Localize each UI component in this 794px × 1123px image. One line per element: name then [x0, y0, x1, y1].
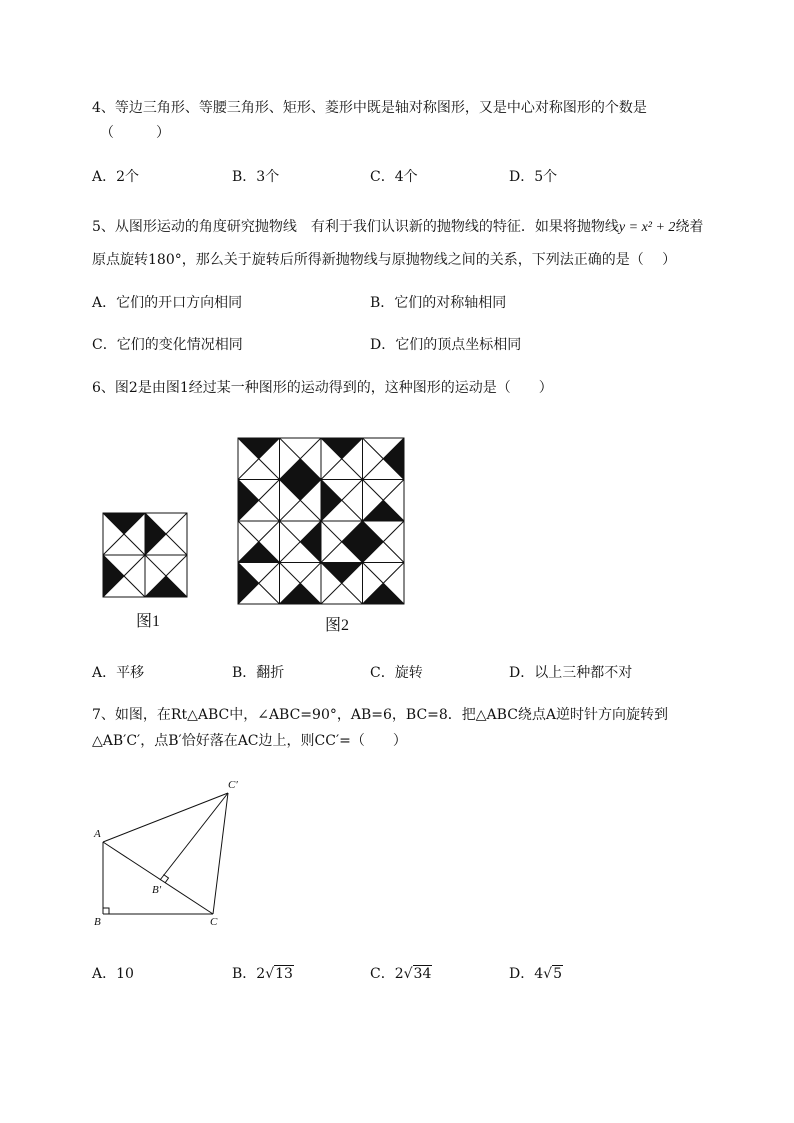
q5-stem-line1 [92, 217, 703, 238]
q7-option-d-radicand: 5 [553, 966, 562, 982]
sqrt-symbol: √34 [403, 966, 432, 982]
q4-stem-line2: （ ） [100, 125, 170, 141]
q7-option-d-prefix: D．4 [509, 966, 544, 982]
shaded-triangle [238, 480, 259, 522]
shaded-triangle [103, 555, 124, 597]
q5-option-d[interactable]: D．它们的顶点坐标相同 [370, 337, 522, 353]
q5-stem-part1: 5、从图形运动的角度研究抛物线 有利于我们认识新的抛物线的特征．如果将抛物线 [92, 219, 619, 235]
q7-label-b: B [94, 916, 101, 928]
sqrt-symbol: √5 [543, 966, 562, 982]
q4-option-c[interactable]: C．4个 [370, 169, 418, 185]
shaded-triangle [363, 500, 405, 521]
sqrt-symbol: √13 [265, 966, 293, 982]
shaded-triangle [321, 563, 363, 584]
q5-stem-line2: 原点旋转180°，那么关于旋转后所得新抛物线与原抛物线之间的关系，下列法正确的是（ ） [92, 252, 677, 268]
q7-label-bprime: B′ [152, 884, 162, 896]
segment-ac [103, 842, 213, 914]
q7-label-c: C [210, 916, 218, 928]
q6-figure-2 [237, 437, 405, 605]
q7-triangle-figure [90, 780, 250, 940]
q4-option-d[interactable]: D．5个 [509, 169, 558, 185]
q6-figure-2-caption: 图2 [325, 617, 350, 634]
q4-option-a[interactable]: A．2个 [92, 169, 140, 185]
q6-figure-1-caption: 图1 [136, 613, 161, 630]
q4-stem-line1: 4、等边三角形、等腰三角形、矩形、菱形中既是轴对称图形，又是中心对称图形的个数是 [92, 100, 647, 116]
shaded-triangle [363, 583, 405, 604]
q6-option-c[interactable]: C．旋转 [370, 665, 423, 681]
q6-option-b[interactable]: B．翻折 [232, 665, 285, 681]
q5-option-b[interactable]: B．它们的对称轴相同 [370, 295, 507, 311]
q6-option-d[interactable]: D．以上三种都不对 [509, 665, 633, 681]
q7-option-c-radicand: 34 [413, 966, 432, 982]
q7-stem-line1: 7、如图，在Rt△ABC中，∠ABC=90°，AB=6，BC=8．把△ABC绕点A逆时针方向旋转到 [92, 707, 669, 723]
shaded-triangle [321, 480, 342, 522]
q7-option-b[interactable] [232, 964, 294, 984]
q6-figure-1 [102, 512, 188, 600]
q7-option-a[interactable]: A．10 [92, 966, 134, 982]
shaded-triangle [342, 521, 363, 563]
q7-label-a: A [94, 828, 101, 840]
right-angle-mark-b [103, 908, 109, 914]
shaded-triangle [300, 521, 321, 563]
q7-option-b-radicand: 13 [275, 966, 293, 982]
shaded-triangle [238, 438, 280, 459]
shaded-triangle [238, 563, 259, 605]
shaded-triangle [145, 576, 187, 597]
shaded-triangle [321, 438, 363, 459]
q7-option-d[interactable] [509, 964, 563, 984]
shaded-triangle [145, 513, 166, 555]
shaded-triangle [103, 513, 145, 534]
q6-option-a[interactable]: A．平移 [92, 665, 145, 681]
q5-formula: y = x² + 2 [618, 220, 676, 235]
q7-option-b-prefix: B．2 [232, 966, 266, 982]
q5-option-a[interactable]: A．它们的开口方向相同 [92, 295, 243, 311]
shaded-triangle [238, 542, 280, 563]
q7-option-c-prefix: C．2 [370, 966, 404, 982]
q5-stem-part2: 绕着 [675, 219, 704, 235]
segment-ccp [213, 793, 228, 914]
q7-option-c[interactable] [370, 964, 432, 984]
shaded-triangle [383, 438, 404, 480]
q4-option-b[interactable]: B．3个 [232, 169, 280, 185]
shaded-triangle [280, 583, 322, 604]
q5-option-c[interactable]: C．它们的变化情况相同 [92, 337, 243, 353]
shaded-triangle [363, 521, 384, 563]
q7-label-cprime: C′ [228, 779, 238, 791]
shaded-triangle [280, 459, 322, 480]
q6-stem: 6、图2是由图1经过某一种图形的运动得到的，这种图形的运动是（ ） [92, 380, 553, 396]
q7-stem-line2: △AB′C′，点B′恰好落在AC边上，则CC′=（ ） [92, 733, 407, 749]
shaded-triangle [280, 480, 322, 501]
